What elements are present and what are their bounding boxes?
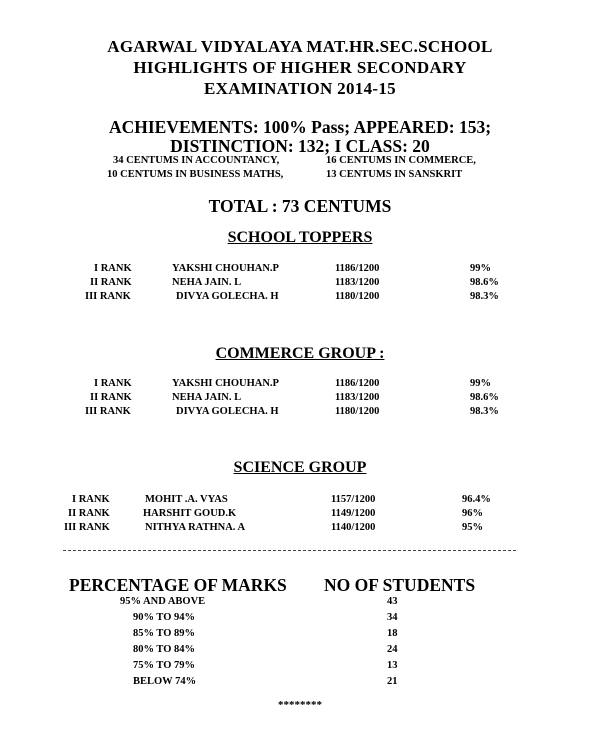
range-cell: 75% TO 79% <box>133 660 196 671</box>
name-cell: NITHYA RATHNA. A <box>145 522 246 533</box>
examination-title: EXAMINATION 2014-15 <box>204 79 396 98</box>
centums-accountancy: 34 CENTUMS IN ACCOUNTANCY, <box>113 155 280 166</box>
marks-cell: 1180/1200 <box>335 291 380 302</box>
name-cell: YAKSHI CHOUHAN.P <box>172 378 279 389</box>
percent-cell: 99% <box>470 263 491 274</box>
rank-cell: III RANK <box>64 522 110 533</box>
range-cell: 80% TO 84% <box>133 644 196 655</box>
count-cell: 34 <box>387 612 398 623</box>
name-cell: HARSHIT GOUD.K <box>143 508 237 519</box>
marks-cell: 1140/1200 <box>331 522 376 533</box>
achievements-line: ACHIEVEMENTS: 100% Pass; APPEARED: 153; <box>108 117 492 137</box>
percent-cell: 96.4% <box>462 494 491 505</box>
percent-cell: 98.6% <box>470 392 499 403</box>
rank-cell: II RANK <box>68 508 110 519</box>
marks-cell: 1186/1200 <box>335 378 380 389</box>
name-cell: NEHA JAIN. L <box>172 277 242 288</box>
marks-cell: 1183/1200 <box>335 277 380 288</box>
rank-cell: I RANK <box>94 378 132 389</box>
highlights-title: HIGHLIGHTS OF HIGHER SECONDARY <box>133 58 467 77</box>
rank-cell: III RANK <box>85 291 131 302</box>
range-cell: 90% TO 94% <box>133 612 196 623</box>
percent-cell: 96% <box>462 508 483 519</box>
distinction-line: DISTINCTION: 132; I CLASS: 20 <box>170 136 430 156</box>
name-cell: MOHIT .A. VYAS <box>145 494 228 505</box>
school-toppers-title: SCHOOL TOPPERS <box>227 229 373 246</box>
rank-cell: I RANK <box>72 494 110 505</box>
marks-cell: 1157/1200 <box>331 494 376 505</box>
marks-cell: 1183/1200 <box>335 392 380 403</box>
rank-cell: III RANK <box>85 406 131 417</box>
rank-cell: II RANK <box>90 392 132 403</box>
marks-cell: 1149/1200 <box>331 508 376 519</box>
school-name: AGARWAL VIDYALAYA MAT.HR.SEC.SCHOOL <box>107 37 493 56</box>
centums-sanskrit: 13 CENTUMS IN SANSKRIT <box>326 169 463 180</box>
percent-cell: 98.6% <box>470 277 499 288</box>
range-cell: 85% TO 89% <box>133 628 196 639</box>
rank-cell: II RANK <box>90 277 132 288</box>
footer-stars: ******** <box>278 699 322 711</box>
rank-cell: I RANK <box>94 263 132 274</box>
dashed-divider <box>63 550 516 551</box>
percent-cell: 98.3% <box>470 291 499 302</box>
count-cell: 21 <box>387 676 398 687</box>
name-cell: DIVYA GOLECHA. H <box>176 291 279 302</box>
marks-cell: 1186/1200 <box>335 263 380 274</box>
count-cell: 43 <box>387 596 398 607</box>
name-cell: DIVYA GOLECHA. H <box>176 406 279 417</box>
marks-cell: 1180/1200 <box>335 406 380 417</box>
centums-business-maths: 10 CENTUMS IN BUSINESS MATHS, <box>107 169 284 180</box>
percentage-header: PERCENTAGE OF MARKS <box>69 575 287 595</box>
science-group-title: SCIENCE GROUP <box>233 459 367 476</box>
name-cell: NEHA JAIN. L <box>172 392 242 403</box>
range-cell: 95% AND ABOVE <box>120 596 206 607</box>
count-cell: 24 <box>387 644 398 655</box>
percent-cell: 99% <box>470 378 491 389</box>
percent-cell: 98.3% <box>470 406 499 417</box>
students-header: NO OF STUDENTS <box>324 575 476 595</box>
count-cell: 13 <box>387 660 398 671</box>
commerce-group-title: COMMERCE GROUP : <box>215 345 385 362</box>
percent-cell: 95% <box>462 522 483 533</box>
range-cell: BELOW 74% <box>133 676 197 687</box>
centums-commerce: 16 CENTUMS IN COMMERCE, <box>326 155 476 166</box>
count-cell: 18 <box>387 628 398 639</box>
total-centums: TOTAL : 73 CENTUMS <box>208 196 392 216</box>
name-cell: YAKSHI CHOUHAN.P <box>172 263 279 274</box>
